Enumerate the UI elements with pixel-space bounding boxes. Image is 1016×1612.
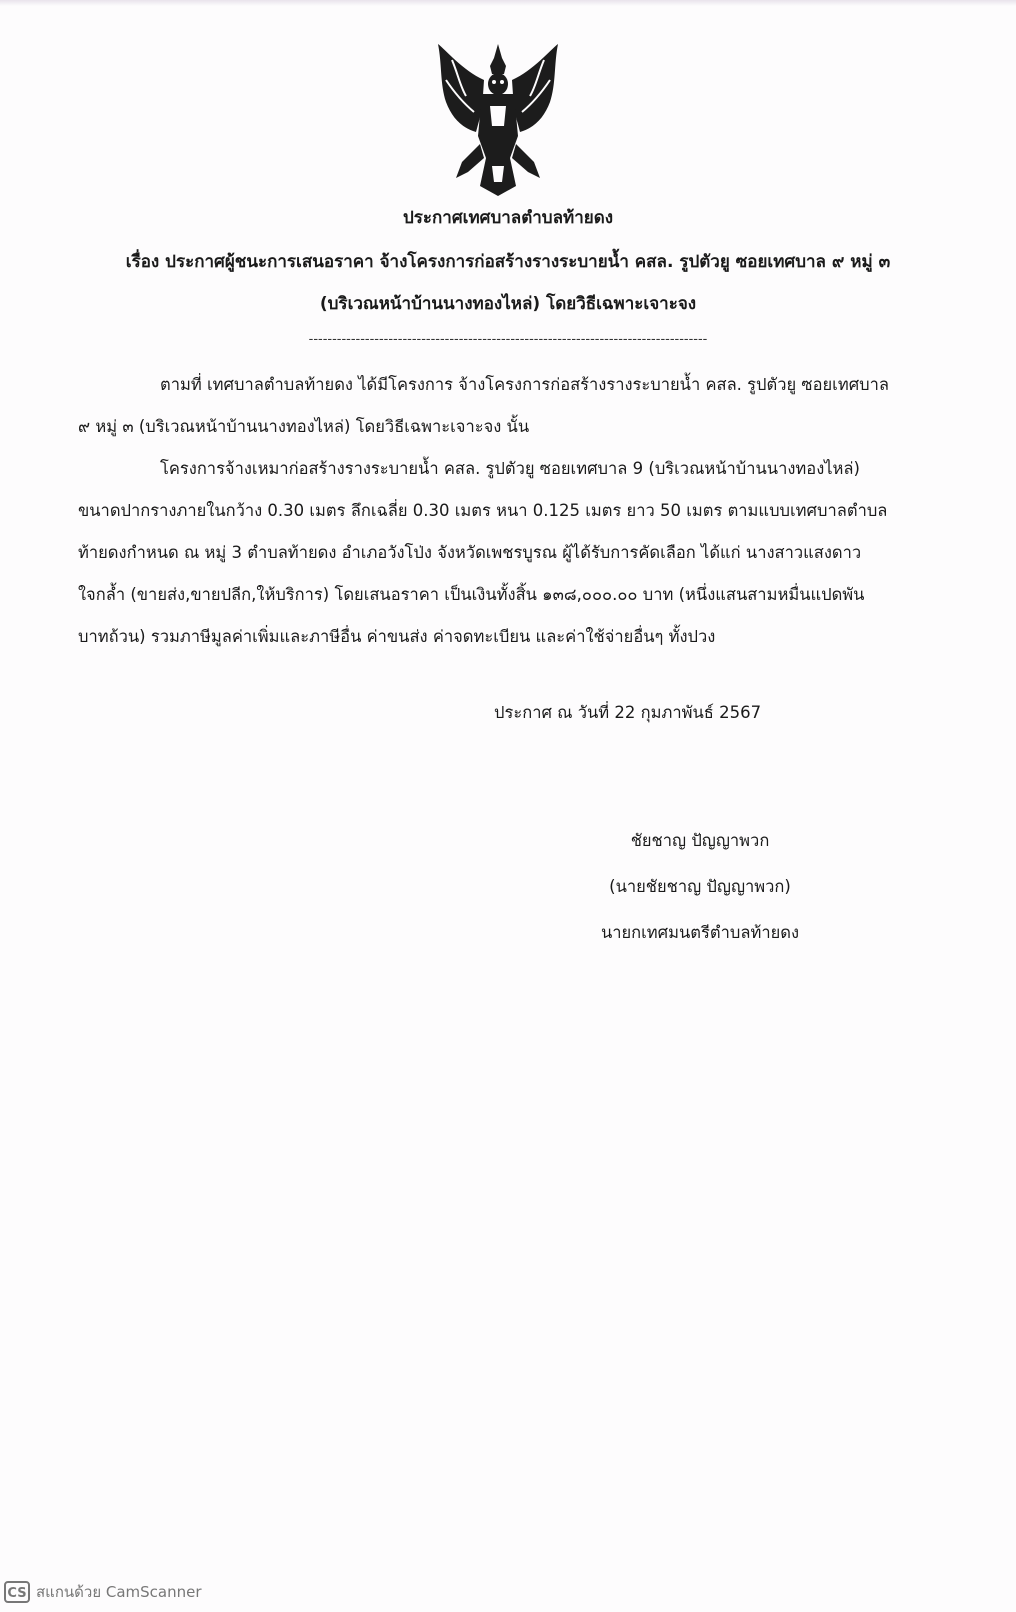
paragraph-2-line-5: บาทถ้วน) รวมภาษีมูลค่าเพิ่มและภาษีอื่น ค่าขนส่ง ค่าจดทะเบียน และค่าใช้จ่ายอื่นๆ ทั้งปวง (78, 627, 716, 646)
announcement-date: ประกาศ ณ วันที่ 22 กุมภาพันธ์ 2567 (494, 703, 762, 722)
paragraph-2-line-4: ใจกล้ำ (ขายส่ง,ขายปลีก,ให้บริการ) โดยเสนอราคา เป็นเงินทั้งสิ้น ๑๓๘,๐๐๐.๐๐ บาท (หนึ่งแสนสามหมื่นแปดพัน (78, 585, 865, 604)
paragraph-2-line-1: โครงการจ้างเหมาก่อสร้างรางระบายน้ำ คสล. รูปตัวยู ซอยเทศบาล 9 (บริเวณหน้าบ้านนางทองไหล่) (160, 459, 860, 478)
scan-edge (0, 0, 1016, 6)
signatory-full-name: (นายชัยชาญ ปัญญาพวก) (609, 877, 791, 896)
camscanner-watermark (4, 1580, 202, 1604)
subject-line-continued: (บริเวณหน้าบ้านนางทองไหล่) โดยวิธีเฉพาะเจาะจง (319, 294, 697, 314)
subject-line: เรื่อง ประกาศผู้ชนะการเสนอราคา จ้างโครงการก่อสร้างรางระบายน้ำ คสล. รูปตัวยู ซอยเทศบาล ๙ หมู่ ๓ (125, 252, 891, 272)
paragraph-1-line-2: ๙ หมู่ ๓ (บริเวณหน้าบ้านนางทองไหล่) โดยวิธีเฉพาะเจาะจง นั้น (78, 417, 530, 436)
paragraph-2-line-2: ขนาดปากรางภายในกว้าง 0.30 เมตร ลึกเฉลี่ย 0.30 เมตร หนา 0.125 เมตร ยาว 50 เมตร ตามแบบเทศบาลตำบล (78, 501, 888, 520)
paragraph-1-line-1: ตามที่ เทศบาลตำบลท้ายดง ได้มีโครงการ จ้างโครงการก่อสร้างรางระบายน้ำ คสล. รูปตัวยู ซอยเทศบาล (160, 375, 890, 394)
announcement-title: ประกาศเทศบาลตำบลท้ายดง (402, 208, 614, 228)
divider-line: ------------------------------------------------------------------------------------- (308, 332, 708, 347)
garuda-emblem-icon (432, 40, 564, 200)
signatory-position: นายกเทศมนตรีตำบลท้ายดง (600, 923, 800, 942)
camscanner-text: สแกนด้วย CamScanner (36, 1583, 202, 1601)
signature-name: ชัยชาญ ปัญญาพวก (630, 831, 770, 850)
paragraph-2-line-3: ท้ายดงกำหนด ณ หมู่ 3 ตำบลท้ายดง อำเภอวังโป่ง จังหวัดเพชรบูรณ ผู้ได้รับการคัดเลือก ได้แก่ นางสาวแสงดาว (78, 543, 862, 562)
camscanner-logo-icon: CS (4, 1581, 30, 1603)
